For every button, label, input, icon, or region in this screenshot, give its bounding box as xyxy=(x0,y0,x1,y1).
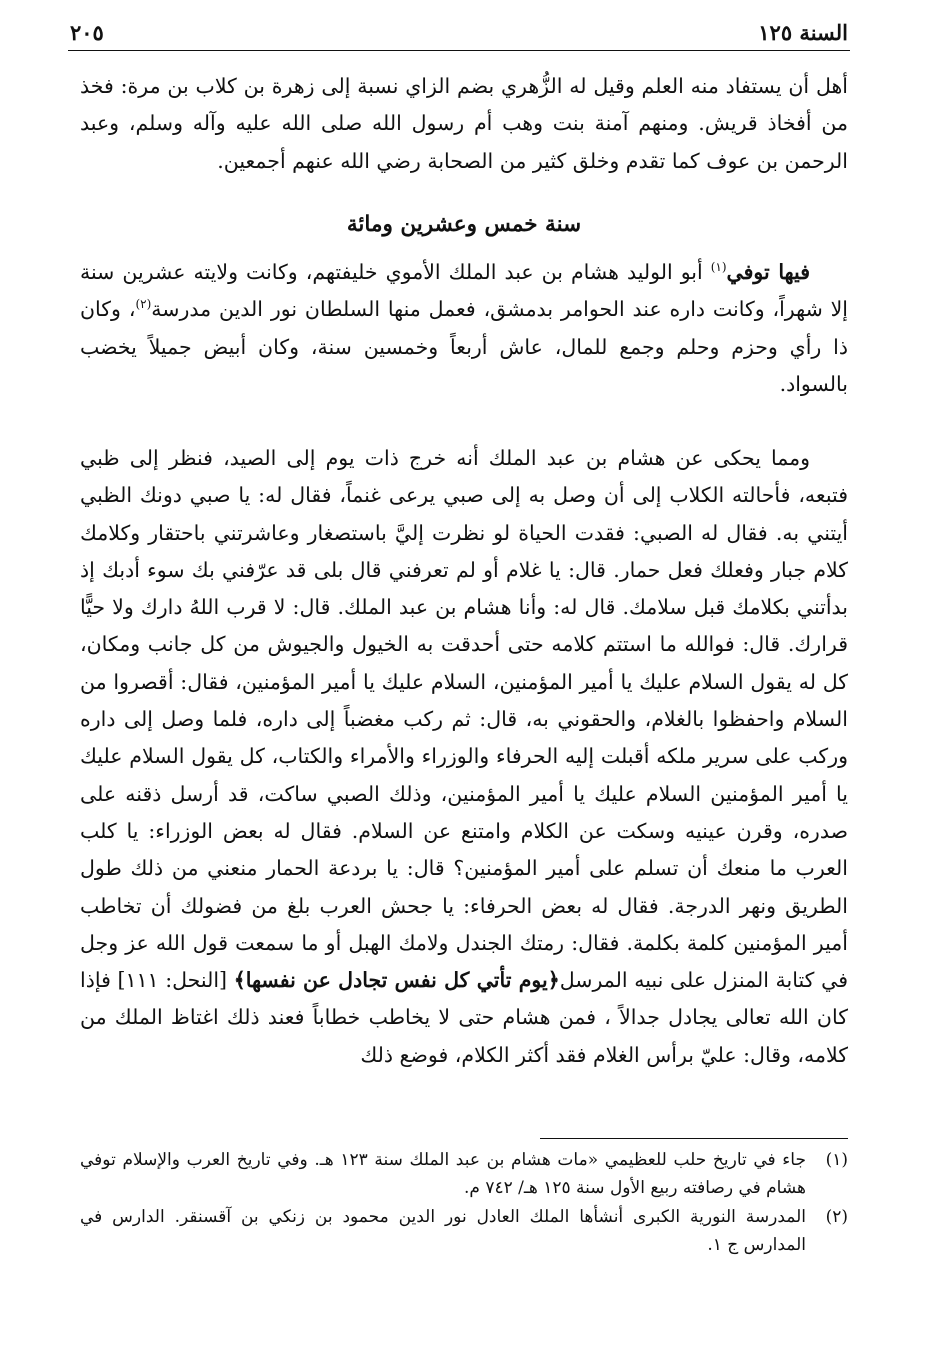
quran-quote: ﴿يوم تأتي كل نفس تجادل عن نفسها﴾ xyxy=(233,968,560,993)
paragraph-text: [النحل: ١١١] فإذا كان الله تعالى يجادل جدالاً ، فمن هشام حتى لا يخاطب خطاباً فعند ذلك اغتاظ الملك من كلامه، وقال: عليّ برأس الغلام فقد أكثر الكلام، فوضع ذلك xyxy=(80,968,848,1067)
footnote-rule xyxy=(540,1138,848,1139)
footnote-item xyxy=(80,1204,848,1259)
footnote-mark: (٢) xyxy=(825,1207,848,1227)
paragraph-text: ومما يحكى عن هشام بن عبد الملك أنه خرج ذات يوم إلى الصيد، فنظر إلى ظبي فتبعه، فأحالته الكلاب إلى أن وصل به إلى صبي يرعى غنماً، فقال له: يا صبي دونك الظبي أيتني به. فقال له الصبي: فقدت الحياة لو نظرت إليَّ باستصغار وعاشرتني باحتقار وكلامك كلام جبار وفعلك فعل حمار. قال: يا غلام أو لم تعرفني قال بلى قد عرّفني بك سوء أدبك إذ بدأتني بكلامك قبل سلامك. قال له: وأنا هشام بن عبد الملك. قال: لا قرب اللهُ دارك ولا حيًّا قرارك. قال: فوالله ما استتم كلامه حتى أحدقت به الخيول والجيوش من كل جانب ومكان، كل له يقول السلام عليك يا أمير المؤمنين، السلام عليك يا أمير المؤمنين، فقال: أقصروا من السلام واحفظوا بالغلام، والحقوني به، قال: ثم ركب مغضباً إلى داره، فلما وصل إلى داره وركب على سرير ملكه أقبلت إليه الحرفاء والوزراء والأمراء والكتاب، كل يقول السلام عليك يا أمير المؤمنين السلام عليك يا أمير المؤمنين، وذلك الصبي ساكت، قد أرسل ذقنه على صدره، وقرن عينيه وسكت عن الكلام وامتنع عن السلام. فقال له بعض الوزراء: يا كلب العرب ما منعك أن تسلم على أمير المؤمنين؟ قال: يا بردعة الحمار منعني من ذلك طول الطريق ونهر الدرجة. فقال له بعض الحرفاء: يا جحش العرب بلغ من فضولك أن تخاطب أمير المؤمنين كلمة بكلمة. فقال: رمتك الجندل ولامك الهبل أو ما سمعت قول الله عز وجل في كتابة المنزل على نبيه المرسل xyxy=(80,446,849,993)
paragraph-story xyxy=(80,440,848,1074)
section-heading: سنة خمس وعشرين ومائة xyxy=(346,212,582,237)
header-rule xyxy=(68,50,850,51)
paragraph-lead: فيها توفي xyxy=(726,260,810,284)
footnote-item xyxy=(80,1147,848,1202)
running-header xyxy=(70,16,848,48)
paragraph-text: أهل أن يستفاد منه العلم وقيل له الزُّهري بضم الزاي نسبة إلى زهرة بن كلاب بن مرة: فخذ من أفخاذ قريش. ومنهم آمنة بنت وهب أم رسول الله صلى الله عليه وآله وسلم، وعبد الرحمن بن عوف كما تقدم وخلق كثير من الصحابة رضي الله عنهم أجمعين. xyxy=(80,74,848,173)
paragraph-death-notice xyxy=(80,254,848,403)
page-number: ٢٠٥ xyxy=(70,19,104,45)
footnote-text: المدرسة النورية الكبرى أنشأها الملك العادل نور الدين محمود بن زنكي بن آقسنقر. الدارس في المدارس ج ١. xyxy=(80,1207,806,1255)
footnote-mark: (١) xyxy=(825,1150,848,1170)
paragraph-text: ، وكان ذا رأي وحزم وحلم وجمع للمال، عاش أربعاً وخمسين سنة، وكان أبيض جميلاً يخضب بالسواد. xyxy=(80,297,848,396)
footnotes xyxy=(80,1147,848,1261)
paragraph-continuation xyxy=(80,68,848,180)
footnote-ref-1[interactable]: (١) xyxy=(710,260,727,275)
footnote-text: جاء في تاريخ حلب للعظيمي «مات هشام بن عبد الملك سنة ١٢٣ هـ. وفي تاريخ العرب والإسلام توفي هشام في رصافته ربيع الأول سنة ١٢٥ هـ/ ٧٤٢ م. xyxy=(80,1150,806,1198)
paragraph-text: أبو الوليد هشام بن عبد الملك الأموي خليفتهم، وكانت ولايته عشرين سنة إلا شهراً، وكانت داره عند الحوامر بدمشق، فعمل منها السلطان نور الدين مدرسة xyxy=(80,260,849,322)
header-section-title: السنة ١٢٥ xyxy=(758,19,848,45)
footnote-ref-2[interactable]: (٢) xyxy=(135,297,152,312)
